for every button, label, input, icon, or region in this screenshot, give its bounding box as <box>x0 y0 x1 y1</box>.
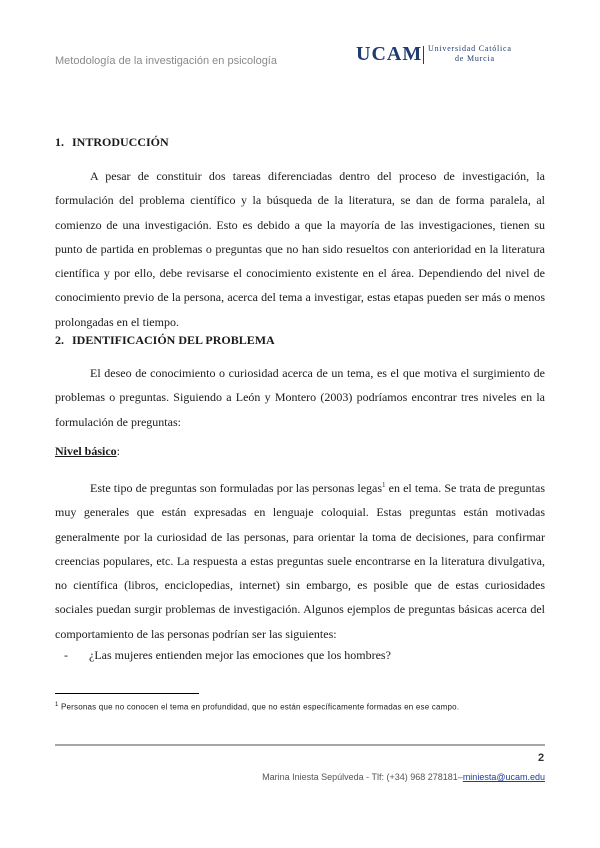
footnote-number: 1 <box>55 702 59 708</box>
footnote-ref: 1 <box>382 481 386 489</box>
section-2-heading <box>55 333 275 348</box>
nivel-basico-paragraph: Este tipo de preguntas son formuladas por las personas legas$^1$ en el tema. Se trata de preguntas muy generales que están expresadas en lenguaje coloquial. Estas preguntas están motivadas generalmente por la curiosidad de las personas, para orientar la toma de decisiones, para confirmar creencias populares, etc. La respuesta a estas preguntas suele encontrarse en la literatura divulgativa, no científica (libros, enciclopedias, internet) sin embargo, es posible que de estas curiosidades sociales puedan surgir problemas de investigación. Algunos ejemplos de preguntas básicas acerca del comportamiento de las personas podrían ser las siguientes: <box>55 481 545 641</box>
section-1-paragraph: A pesar de constituir dos tareas diferenciadas dentro del proceso de investigación, la formulación del problema científico y la búsqueda de la literatura, se dan de forma paralela, al comienzo de una investigación. Esto es debido a que la mayoría de las investigaciones, tienen su punto de partida en problemas o preguntas que no han sido resueltos con anterioridad en la literatura científica y por ello, debe revisarse el conocimiento existente en el área. Dependiendo del nivel de conocimiento previo de la persona, acerca del tema a investigar, estas etapas pueden ser más o menos prolongadas en el tiempo. <box>55 169 545 329</box>
nivel-basico-heading: Nivel básico: <box>55 444 121 458</box>
email-link[interactable]: miniesta@ucam.edu <box>462 772 545 782</box>
section-2-title: IDENTIFICACIÓN DEL PROBLEMA <box>72 333 275 347</box>
list-item <box>64 648 391 663</box>
logo-line-2: de Murcia <box>455 54 495 63</box>
section-1-heading <box>55 135 169 150</box>
logo-divider <box>423 46 424 64</box>
footnote <box>55 702 459 712</box>
footnote-separator <box>55 693 199 694</box>
running-header-title: Metodología de la investigación en psicología <box>55 55 277 67</box>
footer-contact <box>262 772 545 782</box>
footnote-text: Personas que no conocen el tema en profundidad, que no están específicamente formadas en ese campo. <box>58 702 460 712</box>
logo-brand: UCAM <box>356 43 423 65</box>
bullet-text: ¿Las mujeres entienden mejor las emociones que los hombres? <box>89 648 391 662</box>
logo-line-1: Universidad Católica <box>428 44 512 53</box>
footer-divider <box>55 744 545 746</box>
section-2-number: 2. <box>55 333 64 347</box>
section-1-number: 1. <box>55 135 64 149</box>
section-1-title: INTRODUCCIÓN <box>72 135 169 149</box>
section-2-paragraph: El deseo de conocimiento o curiosidad acerca de un tema, es el que motiva el surgimiento de problemas o preguntas. Siguiendo a León y Montero (2003) podríamos encontrar tres niveles en la formulación de preguntas: <box>55 366 545 429</box>
subheading-label: Nivel básico <box>55 444 117 458</box>
footer-contact-text: Marina Iniesta Sepúlveda - Tlf: (+34) 968 278181– <box>262 772 463 782</box>
bullet-marker: - <box>64 648 68 662</box>
page-number: 2 <box>538 752 545 764</box>
